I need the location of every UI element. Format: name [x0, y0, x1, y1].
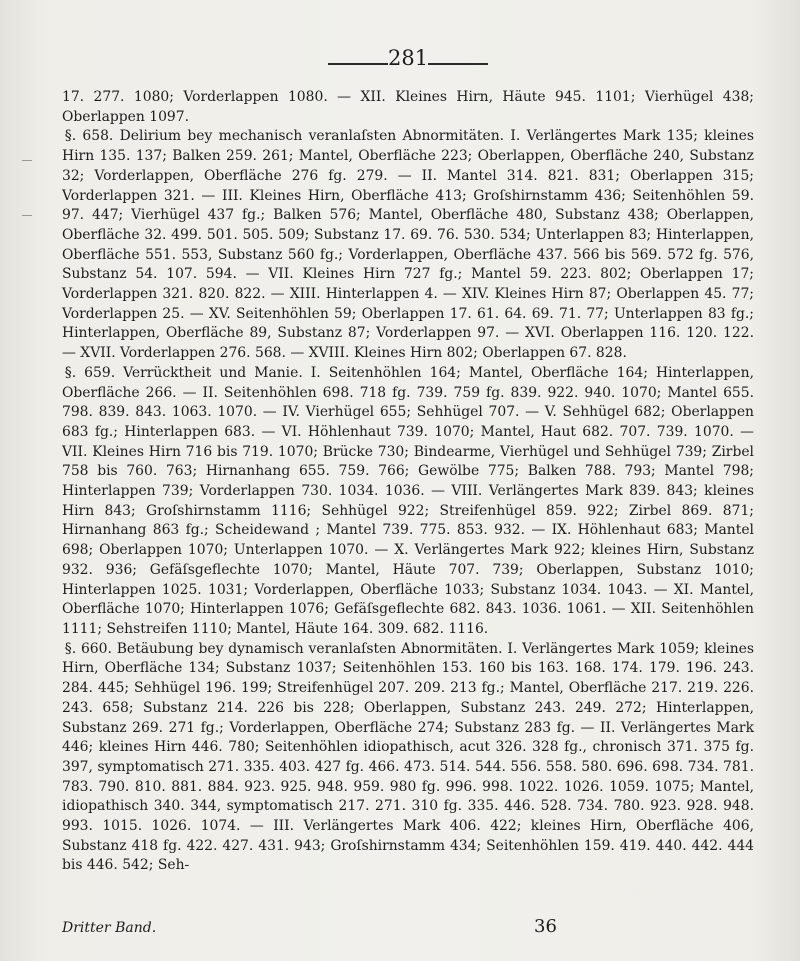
volume-label: Dritter Band. — [62, 920, 157, 936]
paragraph-section-658: §. 658. Delirium bey mechanisch veranlaſsten Abnormitäten. I. Verlängertes Mark 135; kleines Hirn 135. 137; Balken 259. 261; Mantel, Oberfläche 223; Oberlappen, Oberfläche 240, Substanz 32; Vorderlappen, Oberfläche 276 fg. 279. — II. Mantel 314. 821. 831; Oberlappen 315; Vorderlappen 321. — III. Kleines Hirn, Oberfläche 413; Groſshirnstamm 436; Seitenhöhlen 59. 97. 447; Vierhügel 437 fg.; Balken 576; Mantel, Oberfläche 480, Substanz 438; Oberlappen, Oberfläche 32. 499. 501. 505. 509; Substanz 17. 69. 76. 530. 534; Unterlappen 83; Hinterlappen, Oberfläche 551. 553, Substanz 560 fg.; Vorderlappen, Oberfläche 437. 566 bis 569. 572 fg. 576, Substanz 54. 107. 594. — VII. Kleines Hirn 727 fg.; Mantel 59. 223. 802; Oberlappen 17; Vorderlappen 321. 820. 822. — XIII. Hinterlappen 4. — XIV. Kleines Hirn 87; Oberlappen 45. 77; Vorderlappen 25. — XV. Seitenhöhlen 59; Oberlappen 17. 61. 64. 69. 71. 77; Unterlappen 83 fg.; Hinterlappen, Oberfläche 89, Substanz 87; Vorderlappen 97. — XVI. Oberlappen 116. 120. 122. — XVII. Vorderlappen 276. 568. — XVIII. Kleines Hirn 802; Oberlappen 67. 828. — [62, 128, 754, 362]
paragraph-continuation: 17. 277. 1080; Vorderlappen 1080. — XII. Kleines Hirn, Häute 945. 1101; Vierhügel 438; Oberlappen 1097. — [62, 89, 754, 125]
page-number: 281 — [388, 46, 429, 70]
paragraph-section-660: §. 660. Betäubung bey dynamisch veranlaſsten Abnormitäten. I. Verlängertes Mark 1059; kleines Hirn, Oberfläche 134; Substanz 1037; Seitenhöhlen 153. 160 bis 163. 168. 174. 179. 196. 243. 284. 445; Sehhügel 196. 199; Streifenhügel 207. 209. 213 fg.; Mantel, Oberfläche 217. 219. 226. 243. 658; Substanz 214. 226 bis 228; Oberlappen, Substanz 243. 249. 272; Hinterlappen, Substanz 269. 271 fg.; Vorderlappen, Oberfläche 274; Substanz 283 fg. — II. Verlängertes Mark 446; kleines Hirn 446. 780; Seitenhöhlen idiopathisch, acut 326. 328 fg., chronisch 371. 375 fg. 397, symptomatisch 271. 335. 403. 427 fg. 466. 473. 514. 544. 556. 558. 580. 696. 698. 734. 781. 783. 790. 810. 881. 884. 923. 925. 948. 959. 980 fg. 996. 998. 1022. 1026. 1059. 1075; Mantel, idiopathisch 340. 344, symptomatisch 217. 271. 310 fg. 335. 446. 528. 734. 780. 923. 928. 948. 993. 1015. 1026. 1074. — III. Verlängertes Mark 406. 422; kleines Hirn, Oberfläche 406, Substanz 418 fg. 422. 427. 431. 943; Groſshirnstamm 434; Seitenhöhlen 159. 419. 440. 442. 444 bis 446. 542; Seh- — [62, 640, 754, 874]
page-footer — [0, 916, 800, 940]
index-body — [62, 88, 754, 876]
header-rule-left — [328, 63, 388, 65]
margin-mark — [22, 160, 32, 161]
page-header — [0, 44, 800, 74]
signature-mark: 36 — [534, 916, 557, 937]
paragraph-section-659: §. 659. Verrücktheit und Manie. I. Seitenhöhlen 164; Mantel, Oberfläche 164; Hinterlappen, Oberfläche 266. — II. Seitenhöhlen 698. 718 fg. 739. 759 fg. 839. 922. 940. 1070; Mantel 655. 798. 839. 843. 1063. 1070. — IV. Vierhügel 655; Sehhügel 707. — V. Sehhügel 682; Oberlappen 683 fg.; Hinterlappen 683. — VI. Höhlenhaut 739. 1070; Mantel, Haut 682. 707. 739. 1070. — VII. Kleines Hirn 716 bis 719. 1070; Brücke 730; Bindearme, Vierhügel und Sehhügel 739; Zirbel 758 bis 760. 763; Hirnanhang 655. 759. 766; Gewölbe 775; Balken 788. 793; Mantel 798; Hinterlappen 739; Vorderlappen 730. 1034. 1036. — VIII. Verlängertes Mark 839. 843; kleines Hirn 843; Groſshirnstamm 1116; Sehhügel 922; Streifenhügel 859. 922; Zirbel 869. 871; Hirnanhang 863 fg.; Scheidewand ; Mantel 739. 775. 853. 932. — IX. Höhlenhaut 683; Mantel 698; Oberlappen 1070; Unterlappen 1070. — X. Verlängertes Mark 922; kleines Hirn, Substanz 932. 936; Gefäſsgeflechte 1070; Mantel, Häute 707. 739; Oberlappen, Substanz 1010; Hinterlappen 1025. 1031; Vorderlappen, Oberfläche 1033; Substanz 1034. 1043. — XI. Mantel, Oberfläche 1070; Hinterlappen 1076; Gefäſsgeflechte 682. 843. 1036. 1061. — XII. Seitenhöhlen 1111; Sehstreifen 1110; Mantel, Häute 164. 309. 682. 1116. — [62, 364, 754, 637]
margin-mark — [22, 215, 32, 216]
header-rule-right — [428, 63, 488, 65]
